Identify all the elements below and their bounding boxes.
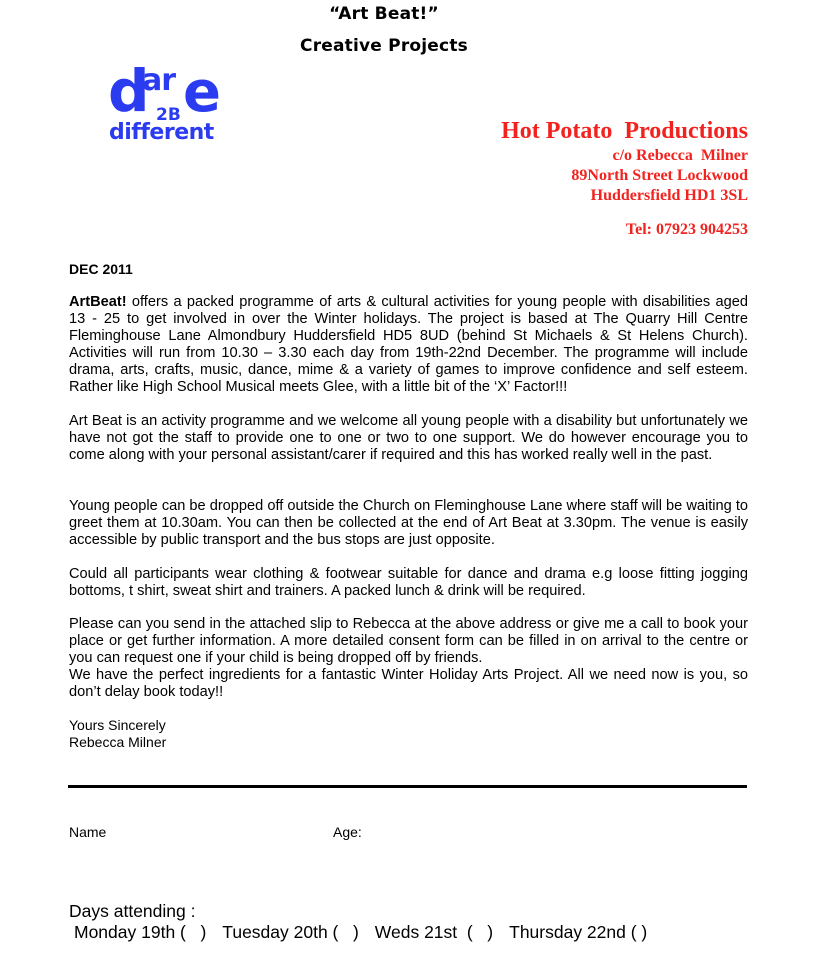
- name-field-label: Name: [69, 824, 107, 840]
- paragraph-support: Art Beat is an activity programme and we welcome all young people with a disability but unfortunately we have not got the staff to provide one to one or two to one support. We do however encourage you to come along with your personal assistant/carer if required and this has worked really well in the past.: [69, 413, 748, 463]
- organisation-name: Hot Potato Productions: [501, 118, 748, 144]
- town-line: Huddersfield HD1 3SL: [590, 187, 748, 204]
- document-subtitle: Creative Projects: [300, 36, 468, 56]
- paragraph-intro: [69, 294, 748, 396]
- logo-2b: 2B: [156, 105, 181, 125]
- paragraph-dropoff: Young people can be dropped off outside the Church on Fleminghouse Lane where staff will be waiting to greet them at 10.30am. You can then be collected at the end of Art Beat at 3.30pm. The venue is easily accessible by public transport and the bus stops are just opposite.: [69, 498, 748, 548]
- closing-salutation: Yours Sincerely: [69, 717, 166, 733]
- letter-date: DEC 2011: [69, 261, 133, 277]
- day-option-monday[interactable]: Monday 19th ( ): [74, 922, 207, 942]
- paragraph-closing-call: We have the perfect ingredients for a fantastic Winter Holiday Arts Project. All we need now is you, so don’t delay book today!!: [69, 667, 748, 700]
- tear-off-divider: [68, 785, 747, 788]
- document-title: “Art Beat!”: [329, 4, 439, 24]
- street-line: 89North Street Lockwood: [571, 167, 748, 184]
- logo-graphic: [108, 56, 228, 142]
- days-options: [74, 922, 663, 943]
- telephone: Tel: 07923 904253: [625, 221, 748, 238]
- age-field-label: Age:: [333, 824, 362, 840]
- signature-name: Rebecca Milner: [69, 734, 167, 750]
- logo-different: different: [109, 120, 214, 142]
- logo-d: d: [108, 57, 146, 125]
- days-attending-label: Days attending :: [69, 901, 196, 921]
- day-option-wednesday[interactable]: Weds 21st ( ): [374, 922, 494, 942]
- dare-2b-different-logo: [108, 56, 228, 142]
- logo-ar: ar: [142, 63, 176, 98]
- organisation-address-block: [501, 116, 748, 240]
- paragraph-intro-text: offers a packed programme of arts & cultural activities for young people with disabilities aged 13 - 25 to get involved in over the Winter holidays. The project is based at The Quarry Hill Centre Fleminghouse Lane Almondbury Huddersfield HD5 8UD (behind St Michaels & St Helens Church). Activities will run from 10.30 – 3.30 each day from 19th-22nd December. The programme will include drama, arts, crafts, music, dance, mime & a variety of games to improve confidence and self esteem. Rather like High School Musical meets Glee, with a little bit of the ‘X’ Factor!!!: [69, 294, 748, 395]
- day-option-thursday[interactable]: Thursday 22nd ( ): [509, 922, 648, 942]
- paragraph-clothing: Could all participants wear clothing & footwear suitable for dance and drama e.g loose fitting jogging bottoms, t shirt, sweat shirt and trainers. A packed lunch & drink will be required.: [69, 566, 748, 599]
- care-of-line: c/o Rebecca Milner: [612, 147, 748, 164]
- paragraph-booking: Please can you send in the attached slip to Rebecca at the above address or give me a call to book your place or get further information. A more detailed consent form can be filled in on arrival to the centre or you can request one if your child is being dropped off by friends.: [69, 616, 748, 666]
- artbeat-lead: ArtBeat!: [69, 294, 127, 310]
- letter-signoff: [69, 717, 166, 751]
- logo-e: e: [183, 60, 221, 125]
- day-option-tuesday[interactable]: Tuesday 20th ( ): [222, 922, 359, 942]
